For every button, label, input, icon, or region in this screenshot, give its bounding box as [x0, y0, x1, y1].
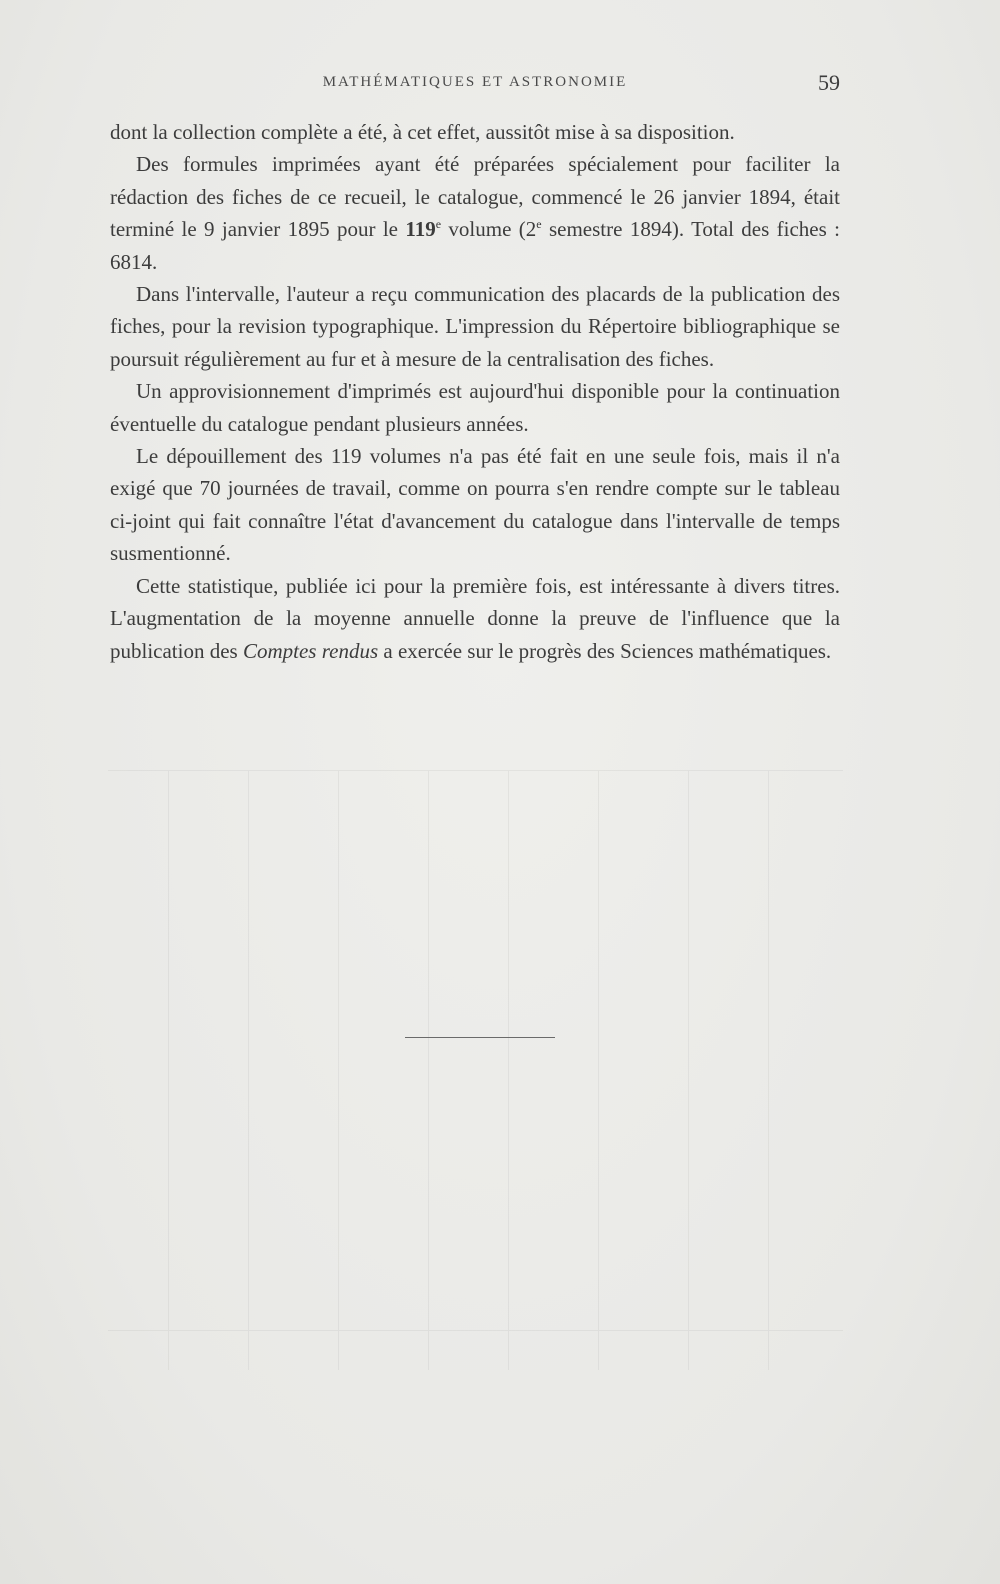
paragraph-6: Cette statistique, publiée ici pour la première fois, est intéressante à divers titres. L'augmentation de la moyenne annuelle donne la preuve de l'influence que la publication des Comptes rendus a exercée sur le progrès des Sciences mathématiques. [110, 573, 840, 663]
page-number: 59 [818, 70, 840, 95]
page-header [110, 70, 840, 100]
paragraph-4: Un approvisionnement d'imprimés est aujourd'hui disponible pour la continuation éventuelle du catalogue pendant plusieurs années. [110, 379, 840, 436]
section-divider [405, 1037, 555, 1038]
paragraph-2: Des formules imprimées ayant été préparées spécialement pour faciliter la rédaction des fiches de ce recueil, le catalogue, commencé le 26 janvier 1894, était terminé le 9 janvier 1895 pour le 119e volume (2e semestre 1894). Total des fiches : 6814. [110, 152, 841, 274]
running-head: MATHÉMATIQUES ET ASTRONOMIE [322, 74, 628, 90]
italic-title: Comptes rendus [242, 638, 379, 663]
paragraph-3: Dans l'intervalle, l'auteur a reçu communication des placards de la publication des fiches, pour la revision typographique. L'impression du Répertoire bibliographique se poursuit régulièrement au fur et à mesure de la centralisation des fiches. [110, 282, 840, 371]
body-text [110, 116, 840, 667]
show-through-background [108, 770, 843, 1390]
paragraph-1: dont la collection complète a été, à cet effet, aussitôt mise à sa disposition. [110, 120, 735, 144]
paragraph-5: Le dépouillement des 119 volumes n'a pas été fait en une seule fois, mais il n'a exigé que 70 journées de travail, comme on pourra s'en rendre compte sur le tableau ci-joint qui fait connaître l'état d'avancement du catalogue dans l'intervalle de temps susmentionné. [110, 444, 840, 566]
